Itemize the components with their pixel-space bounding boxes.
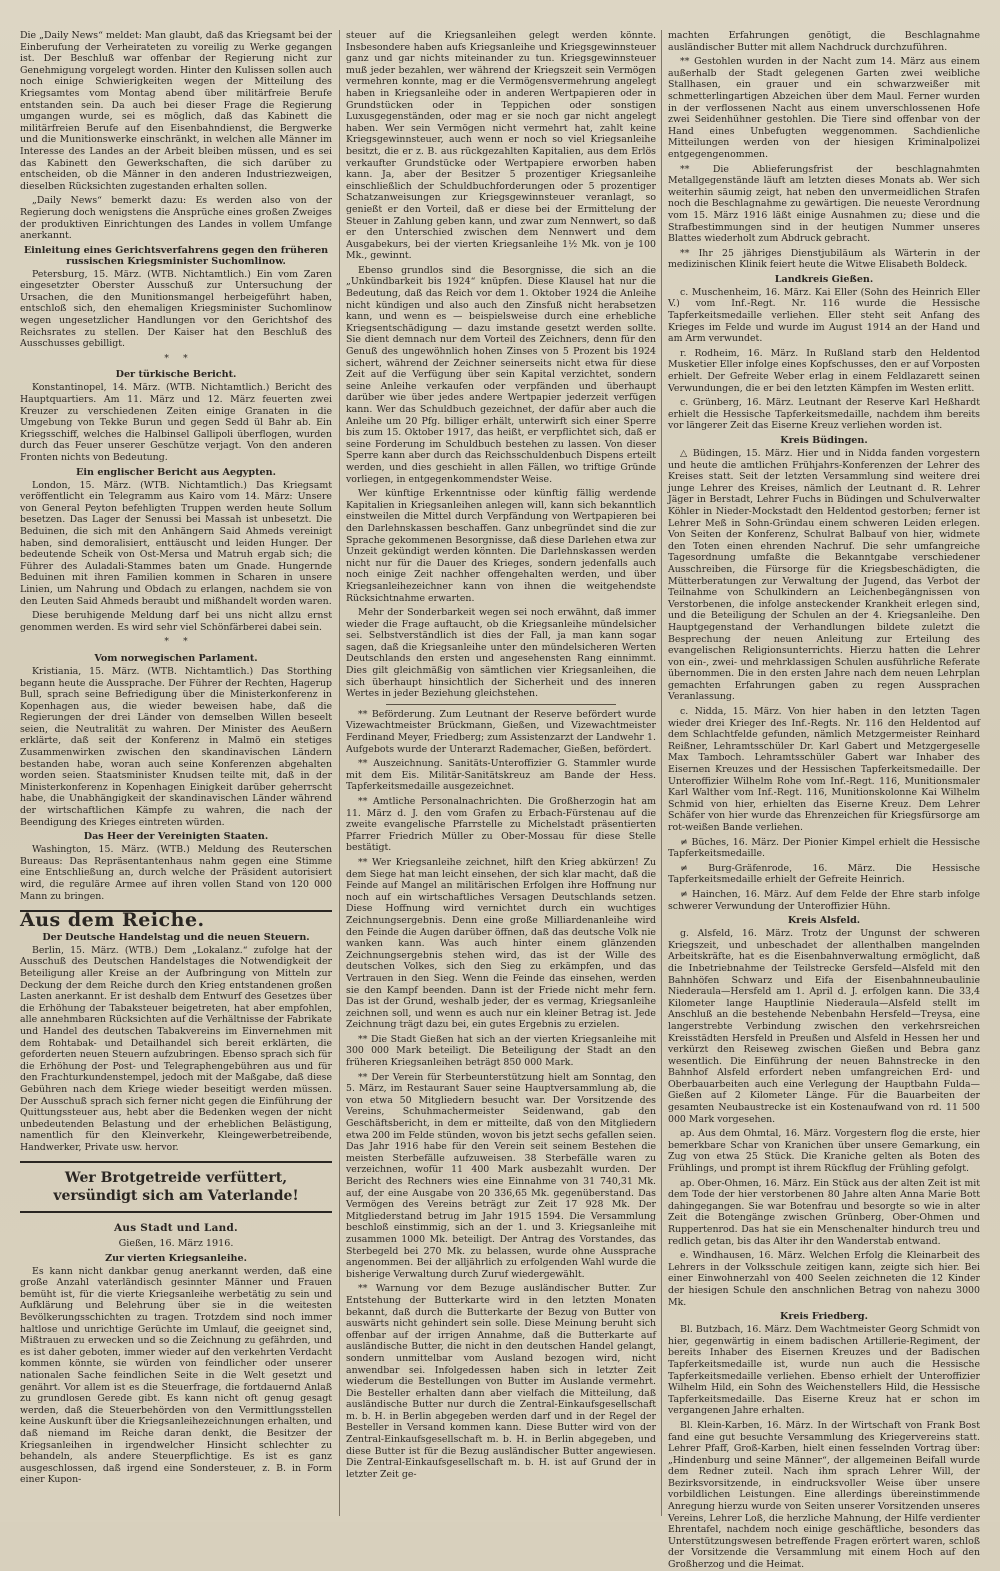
separator-stars: * * [164, 353, 188, 364]
slogan-banner: Wer Brotgetreide verfüttert, versündigt sich am Vaterlande! [20, 1161, 332, 1213]
column-2 [346, 30, 656, 1516]
news-item: Bl. Butzbach, 16. März. Dem Wachtmeister Georg Schmidt von hier, gegenwärtig in einem badischen Artillerie-Regiment, der bereits Inhaber des Eisernen Kreuzes und der Badischen Tapferkeitsmedaille ist, wurde nun auch die Hessische Tapferkeitsmedaille verliehen. Ebenso erhielt der Unteroffizier Wilhelm Hild, ein Sohn des Weichenstellers Hild, die Hessische Tapferkeitsmedaille. Das Eiserne Kreuz hat er schon im vergangenen Jahre erhalten. [668, 1324, 980, 1417]
dateline: Gießen, 16. März 1916. [118, 1238, 234, 1250]
region-heading: Kreis Büdingen. [780, 435, 868, 446]
region-heading: Kreis Alsfeld. [787, 915, 861, 927]
separator-stars: * * [164, 637, 188, 648]
column-rule [339, 30, 340, 1516]
article-paragraph: Wer künftige Erkenntnisse oder künftig fällig werdende Kapitalien in Kriegsanleihen anlegen will, kann sich bekanntlich einstweilen die Mittel durch Verpfändung von Wertpapieren bei den Darlehnskassen beschaffen. Ganz unbegründet sind die zur Sprache gekommenen Besorgnisse, daß diese Darlehen etwa zur Unzeit gekündigt werden könnten. Die Darlehnskassen werden nicht nur für die Dauer des Krieges, sondern jedenfalls auch noch einige Zeit nachher offengehalten werden, und über Kriegsanleihezeichner kann von ihnen die weitgehendste Rücksichtnahme erwarten. [346, 488, 656, 604]
article-paragraph: Petersburg, 15. März. (WTB. Nichtamtlich.) Ein vom Zaren eingesetzter Oberster Ausschuß zur Untersuchung der Ursachen, die den Munitionsmangel herbeigeführt haben, entschloß sich, den ehemaligen Kriegsminister Suchomlinow wegen ungesetzlicher Handlungen vor den Gerichtshof des Reichsrates zu stellen. Der Kaiser hat den Beschluß des Ausschusses gebilligt. [20, 268, 332, 350]
section-title: Aus Stadt und Land. [114, 1222, 238, 1235]
news-item: g. Alsfeld, 16. März. Trotz der Ungunst der schweren Kriegszeit, und unbeschadet der allenthalben mangelnden Arbeitskräfte, hat es die Eisenbahnverwaltung ermöglicht, daß die Inbetriebnahme der Teilstrecke Gersfeld—Alsfeld mit den Bahnhöfen Schwarz und Eifa der Eisenbahnneubaulinie Niederaula—Hersfeld am 1. April d. J. erfolgen kann. Die 33,4 Kilometer lange Hauptlinie Niederaula—Alsfeld stellt im Anschluß an die bestehende Nebenbahn Hersfeld—Treysa, eine langerstrebte Verbindung zwischen den verkehrsreichen Kreisstädten Hersfeld in Preußen und Alsfeld in Hessen her und verkürzt den Reiseweg zwischen Gießen und Bebra ganz wesentlich. Die Einführung der neuen Bahnstrecke in den Bahnhof Alsfeld erfordert neben umfangreichen Erd- und Oberbauarbeiten auch eine Verlegung der Hauptbahn Fulda—Gießen auf 2 Kilometer Länge. Für die Bauarbeiten der gesamten Neubaustrecke ist ein Kostenaufwand von rd. 11 500 000 Mark vorgesehen. [668, 928, 980, 1125]
article-paragraph: Washington, 15. März. (WTB.) Meldung des Reuterschen Bureaus: Das Repräsentantenhaus nahm gegen eine Stimme eine Entschließung an, durch welche der Präsident autorisiert wird, die reguläre Armee auf ihren vollen Stand von 120 000 Mann zu bringen. [20, 844, 332, 902]
news-item: r. Rodheim, 16. März. In Rußland starb den Heldentod Musketier Eller infolge eines Kopfschusses, den er auf Vorposten erhielt. Der Gefreite Weber erlag in einem Feldlazarett seinen Verwundungen, die er bei den letzten Kämpfen im Westen erlitt. [668, 347, 980, 394]
news-item: ≠ Hainchen, 16. März. Auf dem Felde der Ehre starb infolge schwerer Verwundung der Unteroffizier Hühn. [668, 888, 980, 912]
region-heading: Landkreis Gießen. [774, 273, 874, 285]
news-item: ** Auszeichnung. Sanitäts-Unteroffizier G. Stammler wurde mit dem Eis. Militär-Sanitätskreuz am Bande der Hess. Tapferkeitsmedaille ausgezeichnet. [346, 758, 656, 793]
news-item: ** Warnung vor dem Bezuge ausländischer Butter. Zur Entstehung der Butterkarte wird in den letzten Monaten bekannt, daß durch die Butterkarte der Bezug von Butter von auswärts nicht gehindert sein solle. Diese Meinung beruht sich offenbar auf der irrigen Annahme, daß die Butterkarte auf ausländische Butter, die nicht in den deutschen Handel gelangt, sondern unmittelbar vom Ausland bezogen wird, nicht anwendbar sei. Infolgedessen haben sich in letzter Zeit wiederum die Bestellungen von Butter im Auslande vermehrt. Die Besteller erhalten dann aber vielfach die Mitteilung, daß ausländische Butter nur durch die Zentral-Einkaufsgesellschaft m. b. H. in Berlin abgegeben werden darf und in der Regel der Besteller in Versand kommen kann. Diese Butter wird von der Zentral-Einkaufsgesellschaft m. b. H. in Berlin abgegeben, und diese Butter ist für die Bezug ausländischer Butter angewiesen. Die Zentral-Einkaufsgesellschaft m. b. H. ist auf Grund der in letzter Zeit ge- [346, 1283, 656, 1480]
article-heading: Das Heer der Vereinigten Staaten. [83, 831, 269, 843]
article-paragraph: Es kann nicht dankbar genug anerkannt werden, daß eine große Anzahl vaterländisch gesinnter Männer und Frauen bemüht ist, für die vierte Kriegsanleihe werbetätig zu sein und Aufklärung und Belehrung über sie in die weitesten Bevölkerungsschichten zu tragen. Trotzdem sind noch immer haltlose und unrichtige Gerüchte im Umlauf, die geeignet sind, Mißtrauen zu erwecken und so die Zeichnung zu gefährden, und es ist daher geboten, immer wieder auf den verkehrten Verdacht kommen könnte, sie würden von feindlicher oder unserer nationalen Sache feindlichen Seite in die Welt gesetzt und genährt. Vor allem ist es die Steuerfrage, die fortdauernd Anlaß zu grundlosen Gerede gibt. Es kann nicht oft genug gesagt werden, daß die Steuerbehörden von den Vermittlungsstellen keine Auskunft über die Kriegsanleihezeichnungen erhalten, und daß niemand im Reiche daran denkt, die Besitzer der Kriegsanleihen in irgendwelcher Hinsicht schlechter zu behandeln, als andere Steuerpflichtige. Es ist es ganz ausgeschlossen, daß irgend eine Sondersteuer, z. B. in Form einer Kupon- [20, 1265, 332, 1486]
news-item: ap. Aus dem Ohmtal, 16. März. Vorgestern flog die erste, hier bemerkbare Schar von Kranichen über unsere Gemarkung, ein Zug von etwa 25 Stück. Die Kraniche gelten als Boten des Frühlings, und prompt ist ihrem Rückflug der Frühling gefolgt. [668, 1128, 980, 1175]
article-heading: Der türkische Bericht. [115, 369, 237, 381]
news-item: ≠ Burg-Gräfenrode, 16. März. Die Hessische Tapferkeitsmedaille erhielt der Gefreite Heinrich. [668, 862, 980, 886]
article-paragraph: machten Erfahrungen genötigt, die Beschlagnahme ausländischer Butter mit allem Nachdruck durchzuführen. [668, 30, 980, 53]
news-item: c. Grünberg, 16. März. Leutnant der Reserve Karl Heßhardt erhielt die Hessische Tapferkeitsmedaille, nachdem ihm bereits vor längerer Zeit das Eiserne Kreuz verliehen worden ist. [668, 397, 980, 432]
column-1 [20, 30, 332, 1516]
article-heading: Der Deutsche Handelstag und die neuen Steuern. [42, 931, 310, 943]
article-paragraph: London, 15. März. (WTB. Nichtamtlich.) Das Kriegsamt veröffentlicht ein Telegramm aus Kairo vom 14. März: Unsere von General Peyton befehligten Truppen werden heute Sollum besetzen. Das Lager der Senussi bei Massah ist unbesetzt. Die Beduinen, die sich mit den Anhängern Said Ahmeds vereinigt haben, sind demoralisiert, enttäuscht und leiden Hunger. Der bedeutende Scheik von Ost-Mersa und Matruh ergab sich; die Führer des Auladali-Stammes baten um Gnade. Hungernde Beduinen mit ihren Familien kommen in Scharen in unsere Linien, um Nahrung und Obdach zu erlangen, nachdem sie von den Leuten Said Ahmeds beraubt und mißhandelt worden waren. [20, 479, 332, 607]
news-item: ≠ Büches, 16. März. Der Pionier Kimpel erhielt die Hessische Tapferkeitsmedaille. [668, 836, 980, 860]
section-title: Aus dem Reiche. [20, 910, 332, 927]
article-paragraph: Die „Daily News“ meldet: Man glaubt, daß das Kriegsamt bei der Einberufung der Verheirateten zu voreilig zu Werke gegangen ist. Der Beschluß war offenbar der Regierung nicht zur Genehmigung vorgelegt worden. Hinter den Kulissen sollen auch noch einige Schwierigkeiten wegen der Mitteilung des Kriegsamtes vom Montag abend über militärfreie Berufe entstanden sein. Da auch bei dieser Frage die Regierung umgangen wurde, sei es möglich, daß das Kabinett die militärfreien Berufe auf den Eisenbahndienst, die Bergwerke und die Munitionswerke einschränkt, in welchen alle Männer im Interesse des Landes an der Arbeit bleiben müssen, und es sei das Kabinett den Gewerkschaften, die sich darüber zu entscheiden, ob die Männer in den anderen Industriezweigen, dieselben Rücksichten zugestanden erhalten sollen. [20, 30, 332, 192]
article-paragraph: Berlin, 15. März. (WTB.) Dem „Lokalanz.“ zufolge hat der Ausschuß des Deutschen Handelstages die Notwendigkeit der Beteiligung aller Kreise an der Aufbringung von Mitteln zur Deckung der dem Reiche durch den Krieg entstandenen großen Lasten anerkannt. Er ist deshalb dem Entwurf des Gesetzes über die Erhöhung der Tabaksteuer beigetreten, hat aber empfohlen, alle annehmbaren Rücksichten auf die Verhältnisse der Fabrikate und Handel des deutschen Tabakvereins im Einvernehmen mit dem Rohtabak- und Detailhandel sich bereit erklärten, die geforderten neuen Steuern aufzubringen. Ebenso sprach sich für die Erhöhung der Post- und Telegraphengebühren aus und für den Frachturkundenstempel, jedoch mit der Maßgabe, daß diese Gebühren nach dem Kriege wieder beseitigt werden müssen. Der Ausschuß sprach sich ferner nicht gegen die Einführung der Quittungssteuer aus, hebt aber die Bedenken wegen der nicht unbedeutenden Belastung und der erheblichen Belästigung, namentlich für den Kleinverkehr, Kleingewerbetreibende, Handwerker, Private usw. hervor. [20, 944, 333, 1153]
news-item: ** Amtliche Personalnachrichten. Die Großherzogin hat am 11. März d. J. den vom Grafen zu Erbach-Fürstenau auf die zweite evangelische Pfarrstelle zu Michelstadt präsentierten Pfarrer Friedrich Müller zu Ober-Mossau für diese Stelle bestätigt. [346, 796, 656, 854]
news-item: ** Die Stadt Gießen hat sich an der vierten Kriegsanleihe mit 300 000 Mark beteiligt. Die Beteiligung der Stadt an den früheren Kriegsanleihen beträgt 850 000 Mark. [346, 1033, 656, 1069]
news-item: ** Die Ablieferungsfrist der beschlagnahmten Metallgegenstände läuft am letzten dieses Monats ab. Wer sich weiterhin säumig zeigt, hat neben den unvermeidlichen Strafen noch die Beschlagnahme zu gewärtigen. Die neueste Verordnung vom 15. März 1916 läßt einige Ausnahmen zu; diese und die Strafbestimmungen sind in der heutigen Nummer unseres Blattes wiederholt zum Abdruck gebracht. [668, 163, 980, 245]
article-paragraph: Mehr der Sonderbarkeit wegen sei noch erwähnt, daß immer wieder die Frage auftaucht, ob die Kriegsanleihe mündelsicher sei. Selbstverständlich ist dies der Fall, ja man kann sogar sagen, daß die Kriegsanleihe unter den mündelsicheren Werten Deutschlands den ersten und angesehensten Rang einnimmt. Dies gilt gleichmäßig von sämtlichen vier Kriegsanleihen, die sich überhaupt hinsichtlich der Sicherheit und des inneren Wertes in jeder Beziehung gleichstehen. [346, 607, 656, 700]
news-item: ** Beförderung. Zum Leutnant der Reserve befördert wurde Vizewachtmeister Brückmann, Gießen, und Vizewachtmeister Ferdinand Meyer, Friedberg; zum Assistenzarzt der Landwehr 1. Aufgebots wurde der Unterarzt Rademacher, Gießen, befördert. [346, 708, 656, 755]
article-paragraph: Ebenso grundlos sind die Besorgnisse, die sich an die „Unkündbarkeit bis 1924“ knüpfen. Diese Klausel hat nur die Bedeutung, daß das Reich vor dem 1. Oktober 1924 die Anleihe nicht kündigen und also auch den Zinsfuß nicht herabsetzen kann, und wenn es — beispielsweise durch eine erhebliche Kriegsentschädigung — dazu imstande gesetzt werden sollte. Sie dient demnach nur dem Vorteil des Zeichners, denn für den Genuß des ungewöhnlich hohen Zinses von 5 Prozent bis 1924 sichert, während der Zeichner seinerseits nicht etwa für diese Zeit auf die Verfügung über sein Kapital verzichtet, sondern seine Anleihe verkaufen oder verpfänden und überhaupt darüber wie über jedes andere Wertpapier jederzeit verfügen kann. Wer das Schuldbuch gezeichnet, der dafür aber auch die Anleihe um 20 Pfg. billiger erhält, unterwirft sich einer Sperre bis zum 15. Oktober 1917, das heißt, er verpflichtet sich, daß er seine Forderung im Schuldbuch bestehen zu lassen. Von dieser Sperre kann aber durch das Reichsschuldenbuch Dispens erteilt werden, und dies geschieht in allen Fällen, wo triftige Gründe vorliegen, in entgegenkommendster Weise. [346, 264, 656, 485]
news-item: Bl. Klein-Karben, 16. März. In der Wirtschaft von Frank Bost fand eine gut besuchte Versammlung des Kriegervereins statt. Lehrer Pfaff, Groß-Karben, hielt einen fesselnden Vortrag über: „Hindenburg und seine Männer“, der allgemeinen Beifall wurde dem Redner zuteil. Nach ihm sprach Lehrer Will, der Bezirksvorsitzende, in eindrucksvoller Weise über unsere vorbildlichen Leistungen. Eine allerdings übereinstimmende Anregung hierzu wurde von Seiten unserer Vorsitzenden unseres Vereins, Lehrer Loß, die herzliche Mahnung, der Hilfe verdienter Ehrentafel, nachdem noch einige geschäftliche, besonders das Unterstützungswesen betreffende Fragen erörtert waren, schloß der Vorsitzende die Versammlung mit einem Hoch auf den Großherzog und die Heimat. [668, 1419, 980, 1571]
news-item: e. Windhausen, 16. März. Welchen Erfolg die Kleinarbeit des Lehrers in der Volksschule zeitigen kann, zeigte sich hier. Bei einer Einwohnerzahl von 400 Seelen zeichneten die 12 Kinder der hiesigen Schule den anschnlichen Betrag von nahezu 3000 Mk. [668, 1250, 980, 1308]
article-paragraph: Diese beruhigende Meldung darf bei uns nicht allzu ernst genommen werden. Es wird sehr viel Schönfärberei dabei sein. [20, 610, 332, 633]
region-heading: Kreis Friedberg. [780, 1311, 868, 1323]
news-item: ** Gestohlen wurden in der Nacht zum 14. März aus einem außerhalb der Stadt gelegenen Garten zwei weibliche Stallhasen, ein grauer und ein schwarzweißer mit schmetterlingartigen Abzeichen über dem Maul. Ferner wurden in der verflossenen Nacht aus einem unverschlossenen Hofe zwei Seidenhühner gestohlen. Die Tiere sind offenbar von der Hand eines Unbefugten weggenommen. Sachdienliche Mitteilungen werden von der hiesigen Kriminalpolizei entgegengenommen. [668, 56, 980, 160]
article-paragraph: steuer auf die Kriegsanleihen gelegt werden könnte. Insbesondere haben aufs Kriegsanleihe und Kriegsgewinnsteuer ganz und gar nichts miteinander zu tun. Kriegsgewinnsteuer muß jeder bezahlen, wer während der Kriegszeit sein Vermögen vermehren konnte, mag er die Vermögensvermehrung angelegt haben in Kriegsanleihe oder in anderen Wertpapieren oder in Grundstücken oder in Teppichen oder sonstigen Luxusgegenständen, oder mag er sie noch gar nicht angelegt haben. Wer sein Vermögen nicht vermehrt hat, zahlt keine Kriegsgewinnsteuer, auch wenn er noch so viel Kriegsanleihe besitzt, die er z. B. aus rückgezahlten Kapitalien, aus dem Erlös verkaufter Grundstücke oder Wertpapiere erworben haben kann. Ja, aber der Besitzer 5 prozentiger Kriegsanleihe einschließlich der Schuldbuchforderungen oder 5 prozentiger Schatzanweisungen zur Kriegsgewinnsteuer veranlagt, so genießt er den Vorteil, daß er diese bei der Ermittelung der Steuer in Zahlung geben kann, und zwar zum Nennwert, so daß er den Unterschied zwischen dem Nennwert und dem Ausgabekurs, bei der vierten Kriegsanleihe 1½ Mk. von je 100 Mk., gewinnt. [346, 30, 656, 262]
news-item: △ Büdingen, 15. März. Hier und in Nidda fanden vorgestern und heute die amtlichen Frühjahrs-Konferenzen der Lehrer des Kreises statt. Seit der letzten Versammlung sind weitere drei junge Lehrer des Kreises, nämlich der Leutnant d. R. Lehrer Jäger in Berstadt, Lehrer Fuchs in Büdingen und Schulverwalter Köhler in Nieder-Mockstadt den Heldentod gestorben; ferner ist Lehrer Meß in Sohn-Gründau einem schweren Leiden erlegen. Von Seiten der Konferenz, Schulrat Balbauf von hier, widmete den Toten einen ehrenden Nachruf. Die sehr umfangreiche Tagesordnung umfaßte die Bekanntgabe verschiedener Ausschreiben, die Fürsorge für die Kriegsbeschädigten, die Mütterberatungen zur Verwaltung der Jugend, das Verbot der Teilnahme von Schulkindern an Leichenbegängnissen von Verstorbenen, die infolge ansteckender Krankheit erlegen sind, und die Beteiligung der Schulen an der 4. Kriegsanleihe. Den Hauptgegenstand der Verhandlungen bildete zuletzt die Besprechung der neuen Anleitung zur Erteilung des evangelischen Religionsunterrichts. Hierzu hatten die Lehrer von ein-, zwei- und mehrklassigen Schulen ausführliche Referate übernommen. Die in den ersten Jahre nach dem neuen Lehrplan gemachten Erfahrungen gaben zu regen Aussprachen Veranlassung. [668, 448, 980, 703]
news-item: c. Muschenheim, 16. März. Kai Eller (Sohn des Heinrich Eller V.) vom Inf.-Regt. Nr. 116 wurde die Hessische Tapferkeitsmedaille verliehen. Eller steht seit Anfang des Krieges im Felde und wurde im August 1914 an der Hand und am Arm verwundet. [668, 286, 980, 345]
article-paragraph: „Daily News“ bemerkt dazu: Es werden also von der Regierung doch wenigstens die Ansprüche eines großen Zweiges der produktiven Einrichtungen des Landes in vollem Umfange anerkannt. [20, 195, 332, 242]
article-heading: Einleitung eines Gerichtsverfahrens gegen den früheren russischen Kriegsminister Suchomlinow. [23, 244, 329, 267]
news-item: ** Ihr 25 jähriges Dienstjubiläum als Wärterin in der medizinischen Klinik feiert heute die Witwe Elisabeth Boldeck. [668, 247, 980, 271]
article-heading: Vom norwegischen Parlament. [94, 652, 258, 664]
news-item: ** Der Verein für Sterbeunterstützung hielt am Sonntag, den 5. März, im Restaurant Sauer seine Hauptversammlung ab, die von etwa 50 Mitgliedern besucht war. Der Vorsitzende des Vereins, Schuhmachermeister Seidenwand, gab den Geschäftsbericht, in dem er mitteilte, daß von den Mitgliedern etwa 200 im Felde stünden, wovon bis jetzt sechs gefallen seien. Das Jahr 1916 habe für den Verein seit seinem Bestehen die meisten Sterbefälle aufzuweisen. 38 Sterbefälle waren zu verzeichnen, wofür 11 400 Mark ausbezahlt wurden. Der Bericht des Rechners wies eine Einnahme von 31 740,31 Mk. auf, der eine Ausgabe von 20 336,65 Mk. gegenüberstand. Das Vermögen des Vereins beträgt zur Zeit 17 928 Mk. Der Mitgliederstand betrug im Jahr 1915 1594. Die Versammlung beschloß einstimmig, sich an der 1. und 3. Kriegsanleihe mit zusammen 1000 Mk. beteiligt. Der Antrag des Vorstandes, das Sterbegeld bei 270 Mk. zu belassen, wurde ohne Aussprache angenommen. Bei der alljährlich zu erfolgenden Wahl wurde die bisherige Verwaltung durch Zuruf wiedergewählt. [346, 1071, 656, 1280]
news-item: c. Nidda, 15. März. Von hier haben in den letzten Tagen wieder drei Krieger des Inf.-Regts. Nr. 116 den Heldentod auf dem Schlachtfelde gefunden, nämlich Metzgermeister Reinhard Reißner, Lehramtsschüler Dr. Karl Gabert und Metzgergeselle Max Tamboch. Lehramtsschüler Gabert war Inhaber des Eisernen Kreuzes und der Hessischen Tapferkeitsmedaille. Der Unteroffizier Wilhelm Rohe vom Inf.-Regt. 116, Munitionsmaler Karl Walther vom Inf.-Regt. 116, Munitionskolonne Kai Wilhelm Schmid von hier, erhielten das Eiserne Kreuz. Dem Lehrer Schäfer von hier wurde das Ehrenzeichen für Kriegsfürsorge am rot-weißen Bande verliehen. [668, 706, 980, 833]
article-heading: Zur vierten Kriegsanleihe. [105, 1252, 247, 1264]
divider [386, 704, 616, 705]
news-item: ** Wer Kriegsanleihe zeichnet, hilft den Krieg abkürzen! Zu dem Siege hat man leicht einsehen, der sich klar macht, daß die Feinde auf Mangel an militärischen Erfolgen ihre Hoffnung nur noch auf ein wirtschaftliches Versagen Deutschlands setzen. Diese Hoffnung wird vernichtet durch ein wuchtiges Zeichnungsergebnis. Denn eine große Milliardenanleihe wird den Feinde die Augen darüber öffnen, daß das deutsche Volk nie wanken kann. Was auch hinter einem glänzenden Zeichnungsergebnis stehen wird, das ist der Wille des deutschen Volkes, sich den Sieg zu erkämpfen, und das Vertrauen in den Sieg. Wenn die Feinde das einsehen, werden sie den Kampf beenden. Dann ist der Friede nicht mehr fern. Das ist der Grund, weshalb jeder, der es vermag, Kriegsanleihe zeichnen soll, und wenn es auch nur ein kleiner Betrag ist. Jede Zeichnung trägt dazu bei, ein gutes Ergebnis zu erzielen. [346, 856, 656, 1031]
news-item: ap. Ober-Ohmen, 16. März. Ein Stück aus der alten Zeit ist mit dem Tode der hier verstorbenen 80 Jahre alten Anna Marie Bott dahingegangen. Sie war Botenfrau und besorgte so wie in alter Zeit die Botengänge zwischen Grünberg, Ober-Ohmen und Ruppertenrod. Das hat sie ein Menschenalter hindurch treu und redlich getan, bis das Alter ihr den Wanderstab entwand. [668, 1177, 980, 1247]
article-heading: Ein englischer Bericht aus Aegypten. [76, 466, 276, 478]
article-paragraph: Konstantinopel, 14. März. (WTB. Nichtamtlich.) Bericht des Hauptquartiers. Am 11. März und 12. März feuerten zwei Kreuzer zu verschiedenen Zeiten einige Granaten in die Umgebung von Tekke Burun und gegen Sedd ül Bahr ab. Ein Kriegsschiff, welches die Halbinsel Gallipoli überflogen, wurden durch das Feuer unserer Geschütze verjagt. Von den anderen Fronten nichts von Bedeutung. [20, 382, 332, 463]
column-3 [668, 30, 980, 1571]
article-paragraph: Kristiania, 15. März. (WTB. Nichtamtlich.) Das Storthing begann heute die Aussprache. Der Führer der Rechten, Hagerup Bull, sprach seine Befriedigung über die Ministerkonferenz in Kopenhagen aus, die wieder beweisen habe, daß die Regierungen der drei Länder von demselben Willen beseelt seien, die Neutralität zu wahren. Der Minister des Aeußern erklärte, daß seit der Konferenz in Malmö ein stetiges Zusammenwirken zwischen den skandinavischen Ländern bestanden habe, woran auch seine Konferenzen abgehalten worden seien. Staatsminister Knudsen teilte mit, daß in der Ministerkonferenz in Kopenhagen Einigkeit darüber geherrscht habe, die Unabhängigkeit der skandinavischen Länder während der wirtschaftlichen Kämpfe zu wahren, die nach der Beendigung des Krieges eintreten würden. [20, 665, 332, 828]
column-rule [661, 30, 662, 1516]
